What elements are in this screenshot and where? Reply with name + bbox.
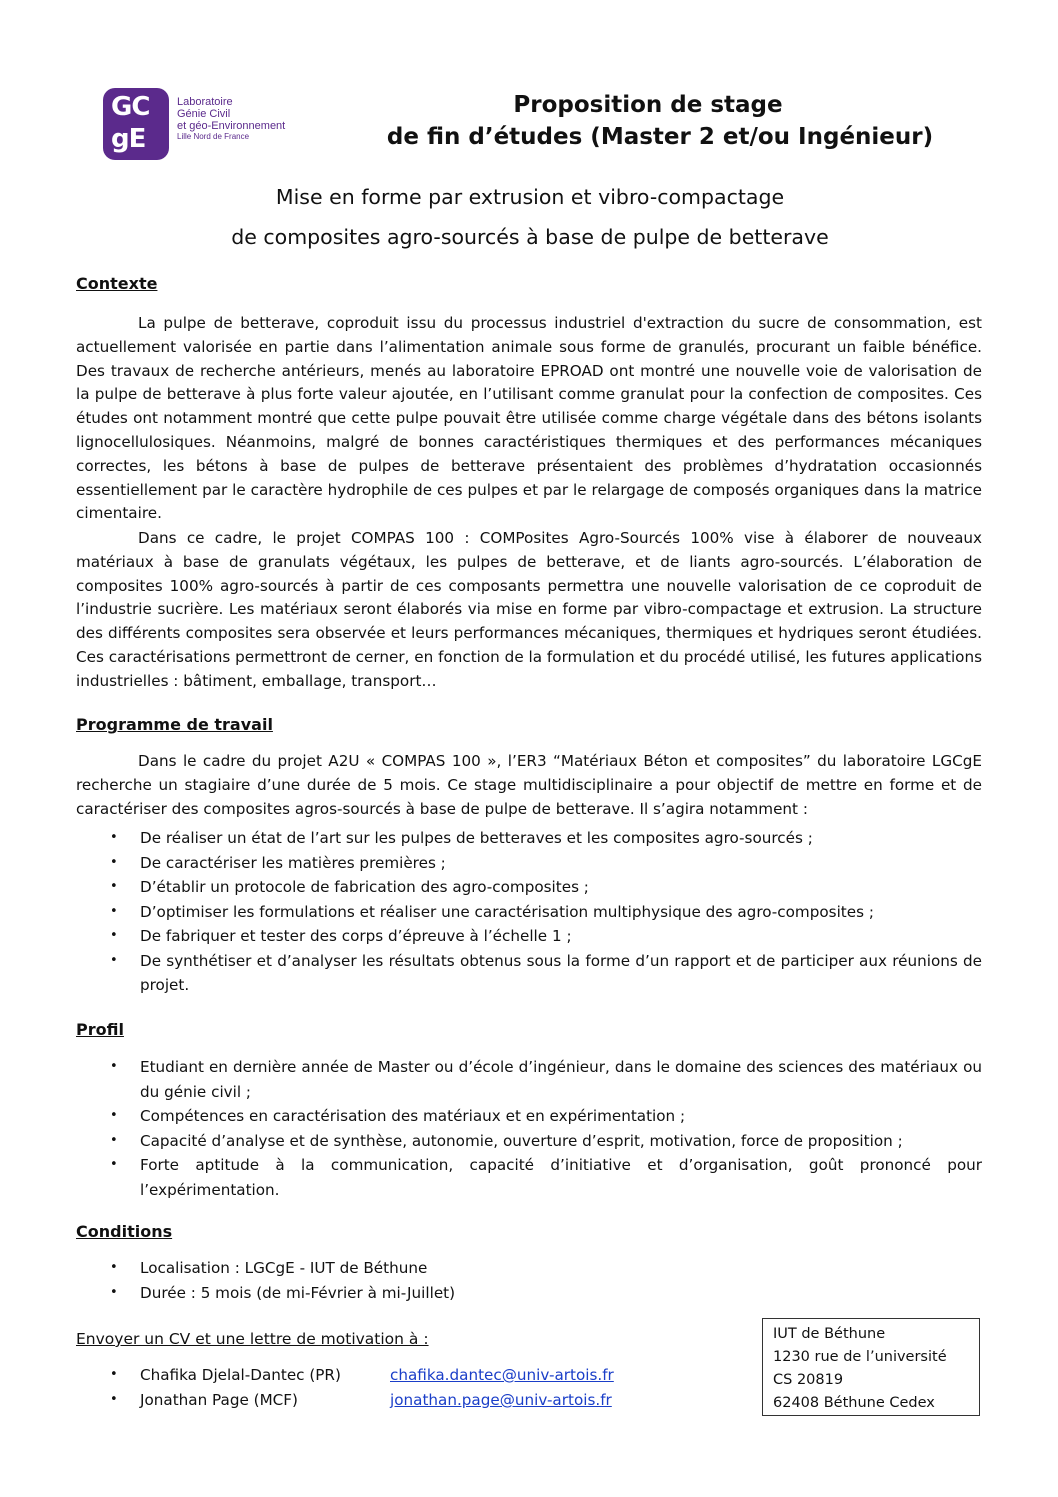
list-item-text: Etudiant en dernière année de Master ou d’école d’ingénieur, dans le domaine des sciences des matériaux ou du génie civil ; (140, 1058, 982, 1101)
logo-text (177, 96, 285, 142)
bullet-icon: • (110, 928, 118, 943)
list-item-text: Forte aptitude à la communication, capacité d’initiative et d’organisation, goût prononcé pour l’expérimentation. (140, 1156, 982, 1199)
contact-email-link[interactable]: chafika.dantec@univ-artois.fr (390, 1366, 614, 1384)
bullet-icon: • (110, 952, 118, 968)
list-item (76, 1281, 982, 1306)
bullet-icon: • (110, 879, 118, 894)
bullet-icon: • (110, 1132, 118, 1148)
address-box (762, 1318, 980, 1416)
logo-line: Génie Civil (177, 108, 231, 120)
contexte-paragraph-1: La pulpe de betterave, coproduit issu du processus industriel d'extraction du sucre de consommation, est actuellement valorisée en partie dans l’alimentation animale sous forme de granulés, procurant un faible bénéfice. Des travaux de recherche antérieurs, menés au laboratoire EPROAD ont montré une nouvelle voie de valorisation de la pulpe de betterave à plus forte valeur ajoutée, en l’utilisant comme granulat pour la confection de composites. Ces études ont notamment montré que cette pulpe pouvait être utilisée comme charge végétale dans des bétons isolants lignocellulosiques. Néanmoins, malgré de bonnes caractéristiques thermiques et des performances mécaniques correctes, les bétons à base de pulpes de betterave présentaient des problèmes d’hydratation occasionnés essentiellement par le caractère hydrophile de ces pulpes et par le relargage de composés organiques dans la matrice cimentaire. (76, 314, 982, 523)
bullet-icon: • (110, 830, 118, 845)
lgcge-logo (103, 88, 293, 160)
list-item-text: De caractériser les matières premières ; (140, 853, 446, 872)
list-item-text: D’optimiser les formulations et réaliser une caractérisation multiphysique des agro-composites ; (140, 902, 874, 921)
section-title-programme: Programme de travail (76, 715, 273, 734)
list-item (76, 1129, 982, 1154)
list-item-text: Localisation : LGCgE - IUT de Béthune (140, 1259, 428, 1277)
logo-mark (103, 88, 169, 160)
bullet-icon: • (110, 1059, 118, 1074)
programme-paragraph: Dans le cadre du projet A2U « COMPAS 100 », l’ER3 “Matériaux Béton et composites” du laboratoire LGCgE recherche un stagiaire d’une durée de 5 mois. Ce stage multidisciplinaire a pour objectif de mettre en forme et de caractériser des composites agros-sourcés à base de pulpe de betterave. Il s’agira notamment : (76, 752, 982, 818)
logo-mark-top: GC (111, 92, 150, 122)
list-item (76, 1256, 982, 1281)
address-line: CS 20819 (773, 1372, 844, 1388)
list-item (76, 949, 982, 998)
list-item (76, 851, 982, 876)
address-line: 62408 Béthune Cedex (773, 1395, 935, 1411)
list-item (76, 924, 982, 949)
bullet-icon: • (110, 1392, 118, 1407)
logo-line: Laboratoire (177, 96, 233, 108)
list-item-text: De réaliser un état de l’art sur les pulpes de betteraves et les composites agro-sourcés ; (140, 829, 813, 847)
page-title-line2: de fin d’études (Master 2 et/ou Ingénieur) (386, 124, 934, 150)
bullet-icon: • (110, 1284, 118, 1300)
logo-mark-bottom: gE (111, 124, 146, 154)
contact-email-link[interactable]: jonathan.page@univ-artois.fr (390, 1391, 612, 1409)
bullet-icon: • (110, 903, 118, 919)
list-item-text: D’établir un protocole de fabrication des agro-composites ; (140, 878, 589, 896)
list-item-text: De synthétiser et d’analyser les résultats obtenus sous la forme d’un rapport et de participer aux réunions de projet. (140, 951, 982, 994)
page-title-line1: Proposition de stage (513, 92, 783, 118)
subtitle-line2: de composites agro-sourcés à base de pulpe de betterave (231, 225, 829, 249)
list-item-text: Durée : 5 mois (de mi-Février à mi-Juillet) (140, 1283, 456, 1302)
programme-list (76, 826, 982, 998)
contexte-paragraph-2: Dans ce cadre, le projet COMPAS 100 : COMPosites Agro-Sourcés 100% vise à élaborer de nouveaux matériaux à base de granulats végétaux, les pulpes de betterave, et de liants agro-sourcés. L’élaboration de composites 100% agro-sourcés à partir de ces composants permettra une nouvelle valorisation de ce coproduit de l’industrie sucrière. Les matériaux seront élaborés via mise en forme par vibro-compactage et extrusion. La structure des différents composites sera observée et leurs performances mécaniques, thermiques et hydriques seront étudiées. Ces caractérisations permettront de cerner, en fonction de la formulation et du procédé utilisé, les futures applications industrielles : bâtiment, emballage, transport… (76, 529, 982, 690)
list-item-text: De fabriquer et tester des corps d’épreuve à l’échelle 1 ; (140, 927, 572, 945)
list-item (76, 1153, 982, 1202)
subtitle-line1: Mise en forme par extrusion et vibro-compactage (275, 185, 785, 209)
section-title-conditions: Conditions (76, 1222, 173, 1241)
contact-name: Chafika Djelal-Dantec (PR) (140, 1366, 341, 1384)
bullet-icon: • (110, 854, 118, 870)
bullet-icon: • (110, 1367, 118, 1382)
profil-list (76, 1055, 982, 1202)
section-title-profil: Profil (76, 1020, 124, 1039)
list-item (76, 900, 982, 925)
send-application-title: Envoyer un CV et une lettre de motivation à : (76, 1330, 429, 1348)
contact-name: Jonathan Page (MCF) (140, 1391, 298, 1409)
bullet-icon: • (110, 1157, 118, 1172)
list-item (76, 1104, 982, 1129)
list-item (76, 826, 982, 851)
address-line: 1230 rue de l’université (773, 1349, 947, 1365)
list-item (76, 1055, 982, 1104)
address-line: IUT de Béthune (773, 1326, 886, 1342)
section-title-contexte: Contexte (76, 274, 158, 293)
list-item-text: Compétences en caractérisation des matériaux et en expérimentation ; (140, 1107, 686, 1125)
list-item-text: Capacité d’analyse et de synthèse, autonomie, ouverture d’esprit, motivation, force de proposition ; (140, 1131, 903, 1150)
bullet-icon: • (110, 1260, 118, 1275)
list-item (76, 875, 982, 900)
bullet-icon: • (110, 1108, 118, 1123)
conditions-list (76, 1256, 982, 1305)
logo-small-line: Lille Nord de France (177, 132, 250, 141)
logo-line: et géo-Environnement (177, 120, 286, 132)
